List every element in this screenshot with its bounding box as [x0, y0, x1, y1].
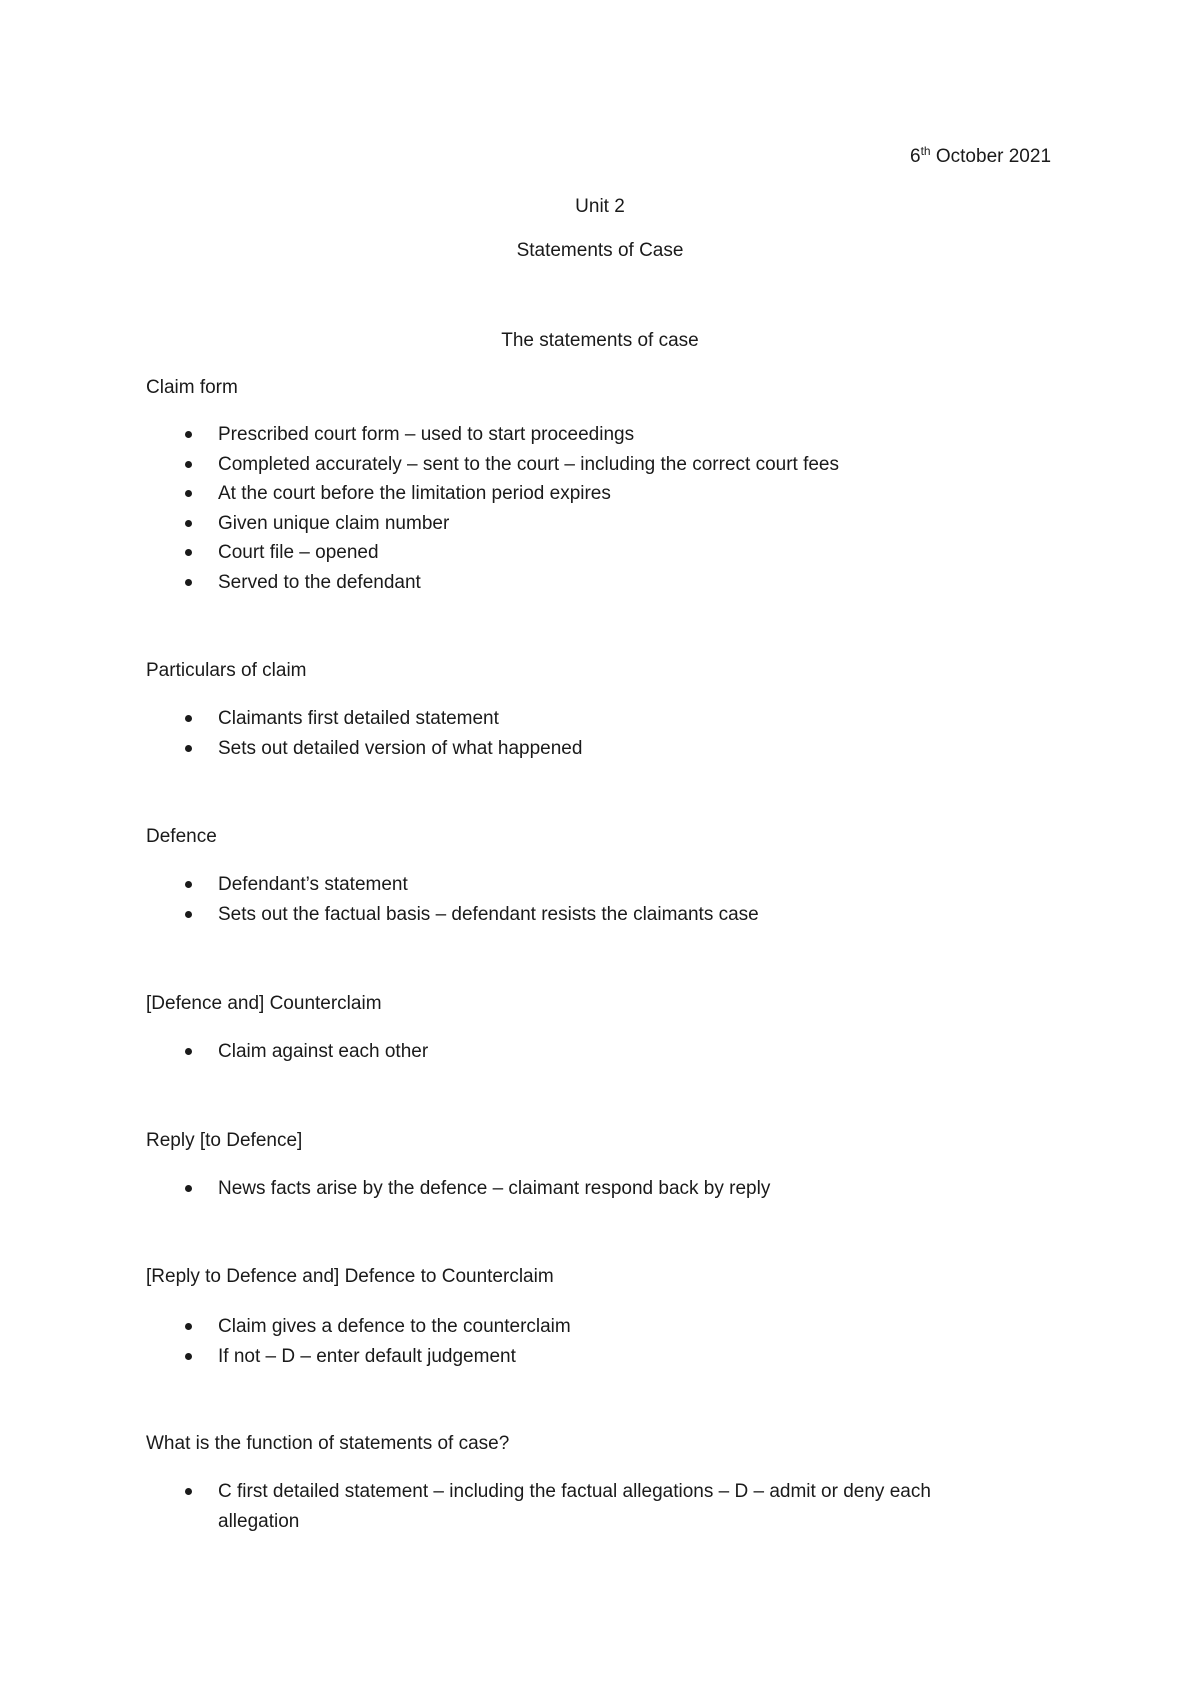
- document-subtitle: Statements of Case: [516, 240, 684, 261]
- bullet-icon: [185, 881, 192, 888]
- list-item: Defendant’s statement: [0, 870, 1000, 900]
- section-title: The statements of case: [501, 330, 699, 351]
- list-item: Sets out the factual basis – defendant resists the claimants case: [0, 900, 1000, 930]
- bullet-icon: [185, 579, 192, 586]
- list-item: If not – D – enter default judgement: [0, 1342, 1000, 1372]
- bullet-icon: [185, 431, 192, 438]
- reply-counterclaim-heading: [Reply to Defence and] Defence to Counterclaim: [146, 1266, 554, 1287]
- reply-counterclaim-list: [0, 1312, 1000, 1371]
- list-item: Sets out detailed version of what happened: [0, 734, 1000, 764]
- defence-heading: Defence: [146, 826, 217, 847]
- unit-title: Unit 2: [575, 196, 625, 217]
- defence-list: [0, 870, 1000, 929]
- counterclaim-list: [0, 1037, 1000, 1067]
- list-item: Completed accurately – sent to the court – including the correct court fees: [0, 450, 1000, 480]
- list-item: Claimants first detailed statement: [0, 704, 1000, 734]
- bullet-icon: [185, 461, 192, 468]
- bullet-icon: [185, 490, 192, 497]
- list-item: Court file – opened: [0, 538, 1000, 568]
- list-item: C first detailed statement – including the factual allegations – D – admit or deny each allegation: [0, 1477, 998, 1536]
- reply-list: [0, 1174, 1000, 1204]
- bullet-icon: [185, 1185, 192, 1192]
- date-suffix: th: [920, 144, 931, 158]
- bullet-icon: [185, 1488, 192, 1495]
- bullet-icon: [185, 520, 192, 527]
- particulars-list: [0, 704, 1000, 763]
- bullet-icon: [185, 1048, 192, 1055]
- bullet-icon: [185, 911, 192, 918]
- bullet-icon: [185, 1323, 192, 1330]
- reply-heading: Reply [to Defence]: [146, 1130, 303, 1151]
- date-rest: October 2021: [930, 146, 1052, 167]
- function-list: [0, 1477, 1000, 1536]
- claim-form-heading: Claim form: [146, 377, 238, 398]
- bullet-icon: [185, 1353, 192, 1360]
- list-item: Claim gives a defence to the counterclaim: [0, 1312, 1000, 1342]
- bullet-icon: [185, 745, 192, 752]
- particulars-heading: Particulars of claim: [146, 660, 307, 681]
- list-item: Served to the defendant: [0, 568, 1000, 598]
- bullet-icon: [185, 549, 192, 556]
- date-day: 6: [910, 146, 921, 167]
- counterclaim-heading: [Defence and] Counterclaim: [146, 993, 382, 1014]
- list-item: Claim against each other: [0, 1037, 1000, 1067]
- list-item: Given unique claim number: [0, 509, 1000, 539]
- bullet-icon: [185, 715, 192, 722]
- list-item: At the court before the limitation period expires: [0, 479, 1000, 509]
- list-item: News facts arise by the defence – claimant respond back by reply: [0, 1174, 1000, 1204]
- claim-form-list: [0, 420, 1000, 597]
- list-item: Prescribed court form – used to start proceedings: [0, 420, 1000, 450]
- function-heading: What is the function of statements of case?: [146, 1433, 510, 1454]
- document-date: [910, 146, 1051, 168]
